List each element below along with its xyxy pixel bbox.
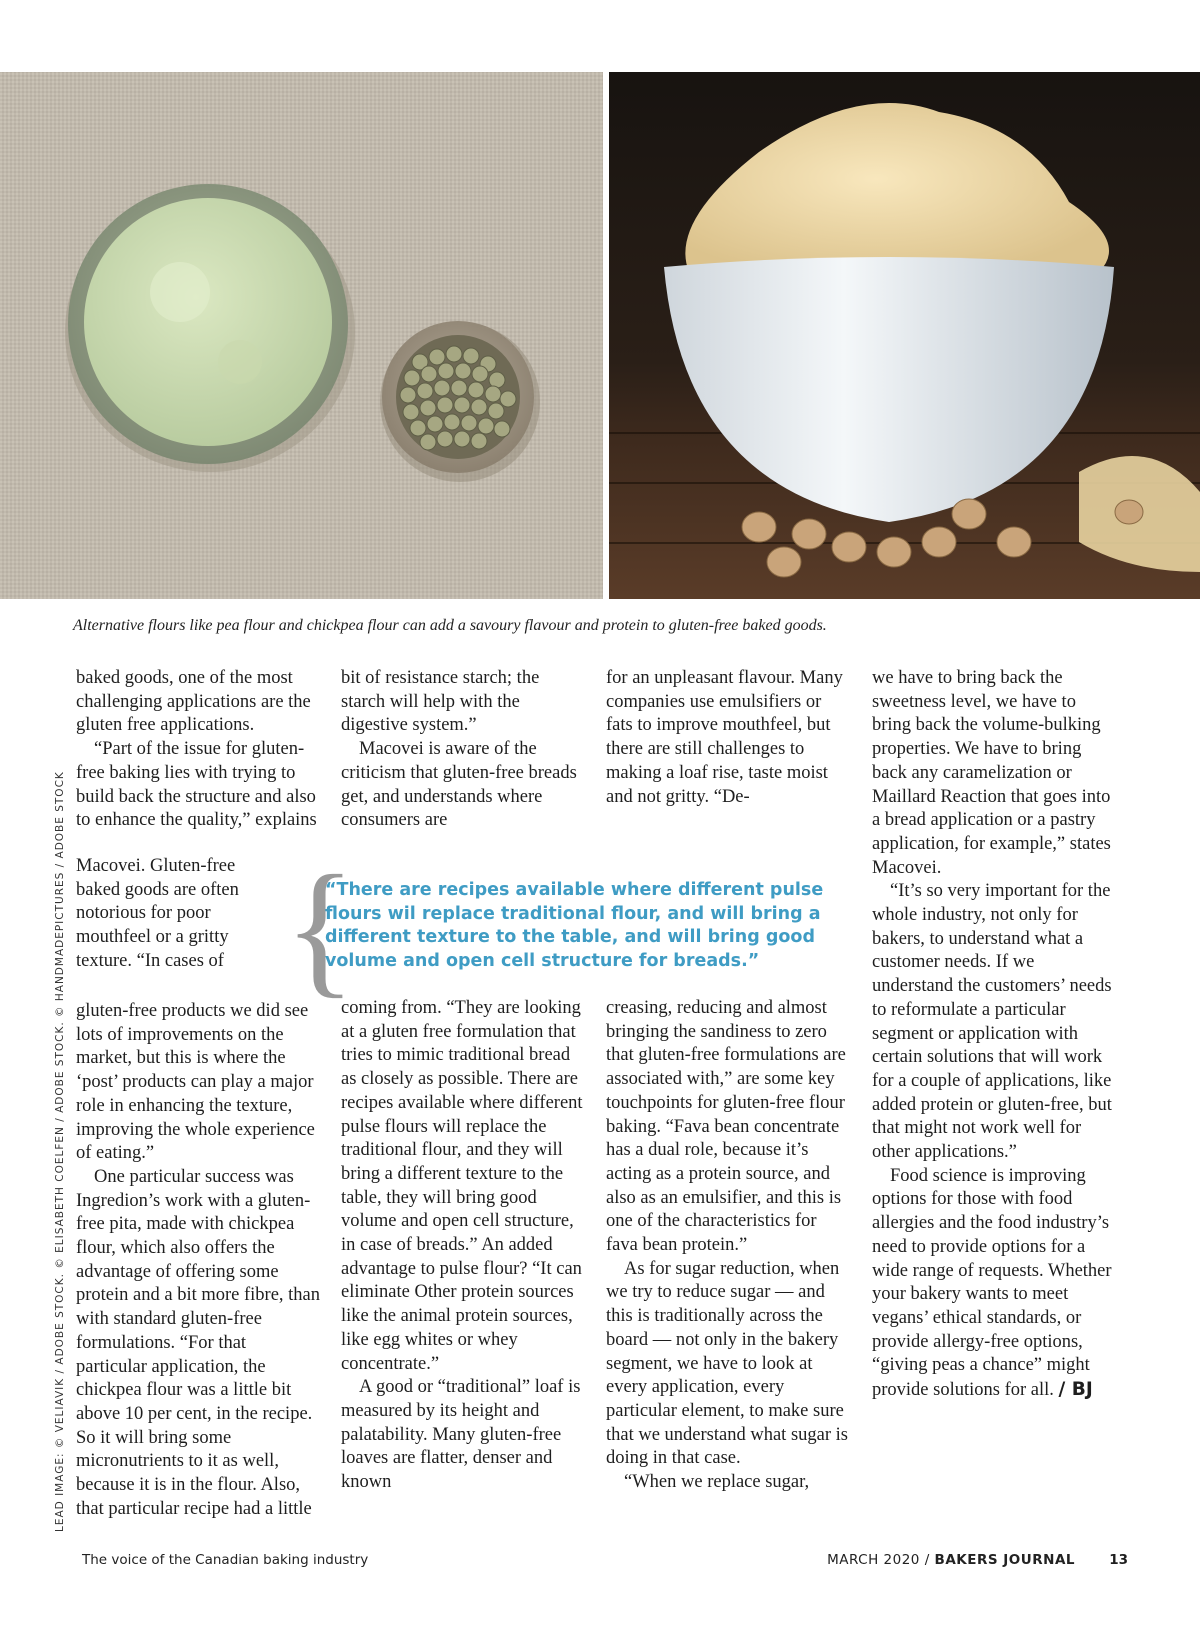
paragraph: As for sugar reduction, when we try to reduce sugar — and this is traditionally across the board — not only in the bakery segment, we have to look at every application, every particular element, to make sure that we understand what sugar is doing in that case.: [606, 1258, 848, 1469]
paragraph: “When we replace sugar,: [624, 1472, 810, 1493]
white-bowl: [664, 257, 1114, 522]
footer-tagline: The voice of the Canadian baking industry: [82, 1552, 369, 1568]
pull-quote: “There are recipes available where different pulse flours wil replace traditional flour, and will bring a different texture to the table, and will bring good volume and open cell structure for breads.”: [325, 880, 824, 972]
column-2-top: [341, 667, 586, 833]
pea-flour-illustration: [0, 72, 603, 599]
column-1-top: [76, 667, 321, 833]
magazine-name: BAKERS JOURNAL: [934, 1552, 1075, 1568]
closing-text: Food science is improving options for those with food allergies and the food industry’s need to provide options for a wide range of requests. Whether your bakery wants to meet vegans’ ethical standards, or provide allergy-free options, “giving peas a chance” might provide solutions for all.: [872, 1165, 1112, 1401]
paragraph: “Part of the issue for gluten-free baking lies with trying to build back the structure and also to enhance the quality,” explains: [76, 739, 317, 831]
chickpea-flour-mound: [685, 103, 1109, 272]
footer-issue: [827, 1552, 1075, 1568]
paragraph: “It’s so very important for the whole industry, not only for bakers, to understand what a customer needs. If we understand the customers’ needs to reformulate a particular segment or application with certain solutions that will work for a couple of applications, like added protein or gluten-free, but that might not work well for other applications.”: [872, 881, 1112, 1163]
paragraph: we have to bring back the sweetness level, we have to bring back the volume-bulking properties. We have to bring back any caramelization or Maillard Reaction that goes into a bread application or a pastry application, for example,” states Macovei.: [872, 668, 1111, 878]
pea-flour-photo: [0, 72, 603, 599]
column-3-top: [606, 667, 851, 809]
page-number: 13: [1109, 1552, 1128, 1568]
column-1-wrap: [76, 855, 266, 974]
paragraph: bit of resistance starch; the starch will help with the digestive system.”: [341, 668, 540, 736]
column-2-bottom: [341, 997, 586, 1495]
photo-caption: Alternative flours like pea flour and chickpea flour can add a savoury flavour and protein to gluten-free baked goods.: [73, 617, 827, 634]
paragraph: [872, 1165, 1112, 1403]
chickpea-flour-illustration: [609, 72, 1200, 599]
paragraph: One particular success was Ingredion’s work with a gluten-free pita, made with chickpea flour, which also offers the advantage of offering some protein and a bit more fibre, than with standard gluten-free formulations. “For that particular application, the chickpea flour was a little bit above 10 per cent, in the recipe. So it will bring some micronutrients to it as well, because it is in the flour. Also, that particular recipe had a little: [76, 1166, 321, 1519]
paragraph: for an unpleasant flavour. Many companies use emulsifiers or fats to improve mouthfeel, but there are still challenges to making a loaf rise, taste moist and not gritty. “De-: [606, 668, 843, 807]
end-mark: / BJ: [1058, 1379, 1093, 1401]
paragraph: A good or “traditional” loaf is measured by its height and palatability. Many gluten-free loaves are flatter, denser and known: [341, 1377, 581, 1493]
pull-quote-brace: {: [284, 845, 356, 1011]
paragraph: Macovei. Gluten-free baked goods are often notorious for poor mouthfeel or a gritty texture. “In cases of: [76, 856, 239, 971]
issue-date: MARCH 2020: [827, 1552, 920, 1568]
paragraph: Macovei is aware of the criticism that gluten-free breads get, and understands where consumers are: [341, 739, 577, 831]
paragraph: creasing, reducing and almost bringing the sandiness to zero that gluten-free formulations are associated with,” are some key touchpoints for gluten-free flour baking. “Fava bean concentrate has a dual role, because it’s acting as a protein source, and also as an emulsifier, and this is one of the characteristics for fava bean protein.”: [606, 998, 846, 1256]
paragraph: gluten-free products we did see lots of improvements on the market, but this is where the ‘post’ products can play a major role in enhancing the texture, improving the whole experience of eating.”: [76, 1001, 315, 1164]
paragraph: coming from. “They are looking at a gluten free formulation that tries to mimic traditional bread as closely as possible. There are recipes available where different pulse flours will replace the traditional flour, and they will bring a different texture to the table, they will bring good volume and open cell structure, in case of breads.” An added advantage to pulse flour? “It can eliminate Other protein sources like the animal protein sources, like egg whites or whey concentrate.”: [341, 998, 583, 1374]
chickpea-flour-photo: [609, 72, 1200, 599]
photo-credit: LEAD IMAGE: © VELIAVIK / ADOBE STOCK. © ELISABETH COELFEN / ADOBE STOCK. © HANDMADEPICTURES / ADOBE STOCK: [54, 771, 66, 1532]
footer-separator: /: [924, 1552, 930, 1568]
column-3-bottom: [606, 997, 851, 1495]
column-4: [872, 667, 1112, 1403]
column-1-bottom: [76, 1000, 321, 1521]
paragraph: baked goods, one of the most challenging applications are the gluten free applications.: [76, 668, 311, 736]
pea-flour: [84, 198, 332, 446]
